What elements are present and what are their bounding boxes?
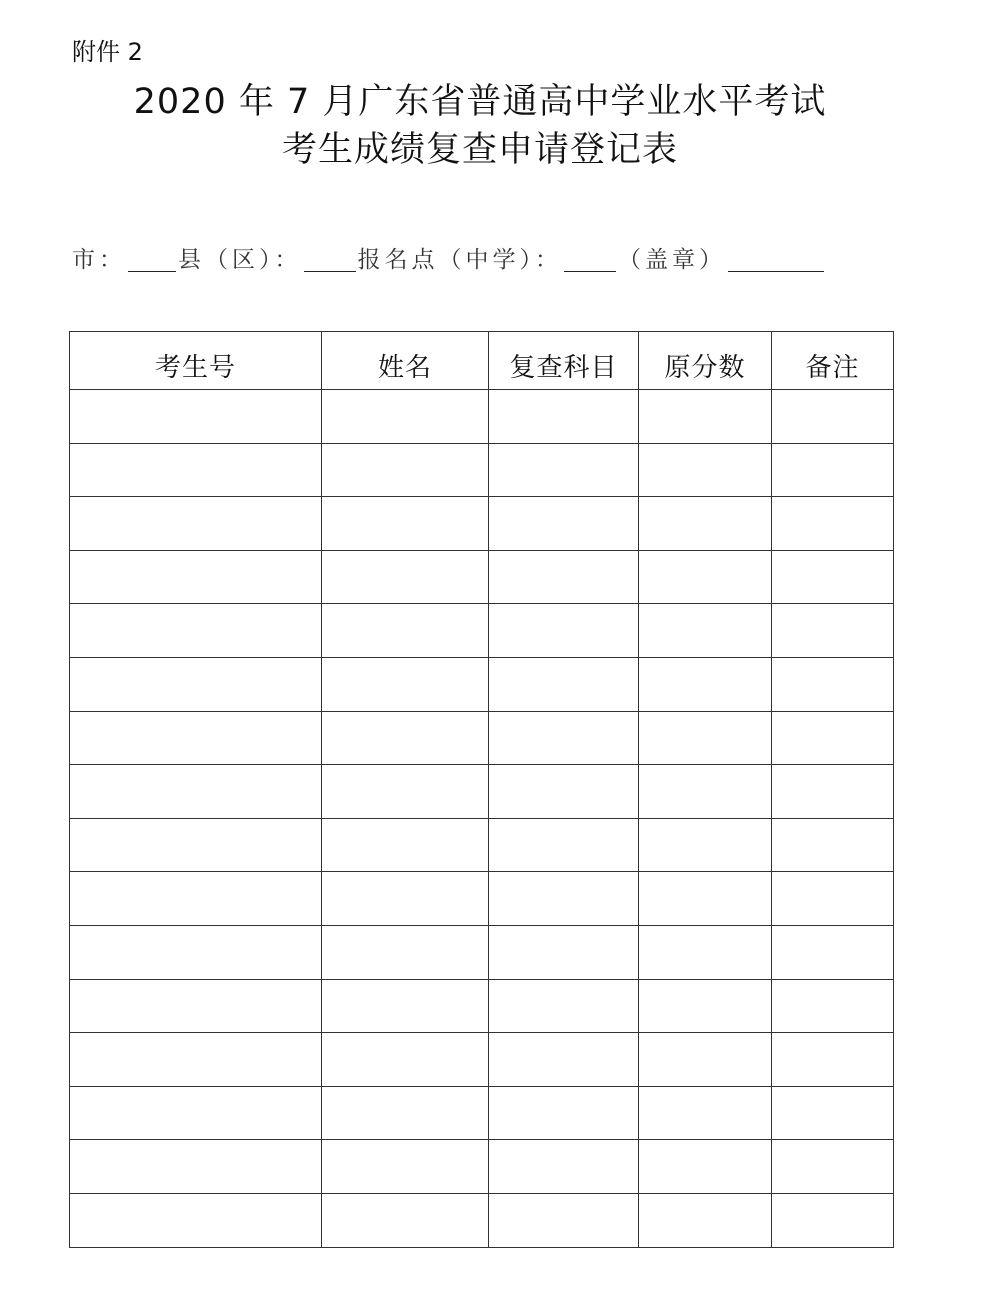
registration-point-blank xyxy=(564,247,616,272)
table-row xyxy=(70,1086,894,1140)
cell-original-score xyxy=(639,657,772,711)
cell-remarks xyxy=(772,604,894,658)
cell-original-score xyxy=(639,1193,772,1247)
cell-name xyxy=(322,657,489,711)
cell-review-subject xyxy=(489,604,639,658)
table-row xyxy=(70,925,894,979)
cell-name xyxy=(322,497,489,551)
cell-name xyxy=(322,1140,489,1194)
cell-remarks xyxy=(772,657,894,711)
cell-candidate-number xyxy=(70,925,322,979)
cell-name xyxy=(322,1033,489,1087)
cell-review-subject xyxy=(489,1033,639,1087)
table-row xyxy=(70,550,894,604)
cell-candidate-number xyxy=(70,443,322,497)
cell-remarks xyxy=(772,818,894,872)
cell-original-score xyxy=(639,550,772,604)
cell-original-score xyxy=(639,1033,772,1087)
city-label: 市： xyxy=(72,247,126,273)
cell-name xyxy=(322,818,489,872)
cell-review-subject xyxy=(489,550,639,604)
application-table xyxy=(69,331,894,1248)
attachment-label: 附件 2 xyxy=(72,38,143,66)
cell-candidate-number xyxy=(70,979,322,1033)
cell-name xyxy=(322,711,489,765)
cell-remarks xyxy=(772,550,894,604)
table-body xyxy=(70,390,894,1248)
cell-remarks xyxy=(772,979,894,1033)
table-row xyxy=(70,497,894,551)
cell-candidate-number xyxy=(70,390,322,444)
table-row xyxy=(70,818,894,872)
cell-remarks xyxy=(772,1193,894,1247)
county-label: 县（区）： xyxy=(178,247,302,273)
header-name: 姓名 xyxy=(322,332,489,390)
cell-original-score xyxy=(639,765,772,819)
table-header-row xyxy=(70,332,894,390)
table-row xyxy=(70,390,894,444)
cell-candidate-number xyxy=(70,497,322,551)
cell-review-subject xyxy=(489,872,639,926)
cell-remarks xyxy=(772,1086,894,1140)
cell-candidate-number xyxy=(70,1193,322,1247)
cell-review-subject xyxy=(489,657,639,711)
table-row xyxy=(70,711,894,765)
cell-review-subject xyxy=(489,979,639,1033)
cell-original-score xyxy=(639,1140,772,1194)
cell-review-subject xyxy=(489,818,639,872)
cell-name xyxy=(322,1193,489,1247)
registration-point-label: 报名点（中学）： xyxy=(357,247,562,273)
cell-remarks xyxy=(772,1033,894,1087)
cell-original-score xyxy=(639,497,772,551)
cell-candidate-number xyxy=(70,711,322,765)
cell-name xyxy=(322,765,489,819)
city-blank xyxy=(128,247,176,272)
seal-label: （盖章） xyxy=(618,247,726,273)
table-row xyxy=(70,979,894,1033)
cell-remarks xyxy=(772,497,894,551)
cell-candidate-number xyxy=(70,657,322,711)
county-blank xyxy=(304,247,356,272)
cell-remarks xyxy=(772,443,894,497)
table-row xyxy=(70,765,894,819)
cell-name xyxy=(322,550,489,604)
cell-candidate-number xyxy=(70,1086,322,1140)
cell-remarks xyxy=(772,390,894,444)
seal-blank xyxy=(728,247,824,272)
table-row xyxy=(70,657,894,711)
header-remarks: 备注 xyxy=(772,332,894,390)
cell-original-score xyxy=(639,390,772,444)
cell-review-subject xyxy=(489,1086,639,1140)
cell-review-subject xyxy=(489,390,639,444)
document-title-line-1: 2020 年 7 月广东省普通高中学业水平考试 xyxy=(133,82,827,122)
table-row xyxy=(70,1140,894,1194)
header-original-score: 原分数 xyxy=(639,332,772,390)
cell-candidate-number xyxy=(70,550,322,604)
cell-name xyxy=(322,872,489,926)
cell-name xyxy=(322,390,489,444)
cell-original-score xyxy=(639,818,772,872)
cell-candidate-number xyxy=(70,1140,322,1194)
cell-review-subject xyxy=(489,711,639,765)
cell-original-score xyxy=(639,604,772,658)
info-line xyxy=(72,240,826,276)
table-row xyxy=(70,872,894,926)
cell-candidate-number xyxy=(70,872,322,926)
cell-candidate-number xyxy=(70,1033,322,1087)
table-row xyxy=(70,443,894,497)
cell-review-subject xyxy=(489,765,639,819)
cell-review-subject xyxy=(489,1193,639,1247)
cell-name xyxy=(322,925,489,979)
cell-remarks xyxy=(772,765,894,819)
table-row xyxy=(70,1033,894,1087)
cell-remarks xyxy=(772,872,894,926)
cell-original-score xyxy=(639,711,772,765)
cell-name xyxy=(322,979,489,1033)
cell-review-subject xyxy=(489,1140,639,1194)
cell-name xyxy=(322,443,489,497)
cell-original-score xyxy=(639,443,772,497)
cell-name xyxy=(322,1086,489,1140)
cell-review-subject xyxy=(489,497,639,551)
cell-original-score xyxy=(639,925,772,979)
cell-review-subject xyxy=(489,443,639,497)
cell-original-score xyxy=(639,872,772,926)
cell-original-score xyxy=(639,1086,772,1140)
cell-review-subject xyxy=(489,925,639,979)
header-candidate-number: 考生号 xyxy=(70,332,322,390)
cell-original-score xyxy=(639,979,772,1033)
table-row xyxy=(70,604,894,658)
table-row xyxy=(70,1193,894,1247)
cell-candidate-number xyxy=(70,604,322,658)
cell-remarks xyxy=(772,711,894,765)
header-review-subject: 复查科目 xyxy=(489,332,639,390)
cell-candidate-number xyxy=(70,765,322,819)
cell-remarks xyxy=(772,925,894,979)
cell-name xyxy=(322,604,489,658)
cell-candidate-number xyxy=(70,818,322,872)
document-title-line-2: 考生成绩复查申请登记表 xyxy=(281,130,678,170)
cell-remarks xyxy=(772,1140,894,1194)
